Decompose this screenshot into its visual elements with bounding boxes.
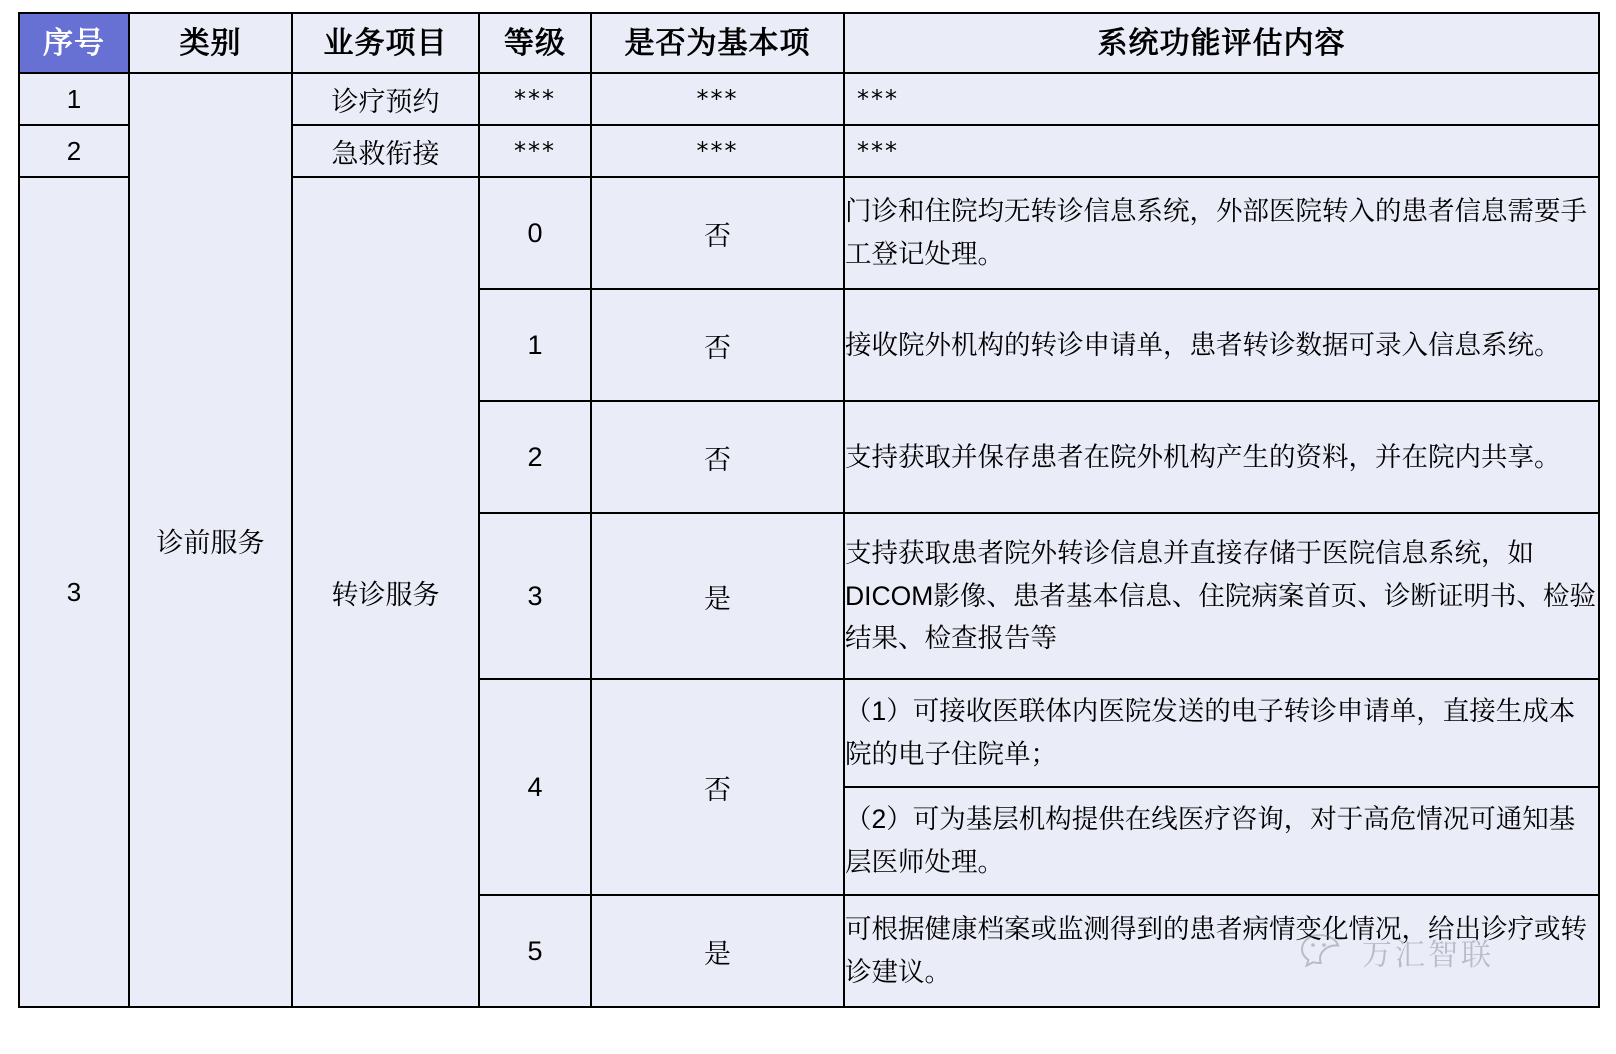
cell-basic-3-referral: 是 — [591, 513, 844, 679]
column-header-category: 类别 — [129, 13, 292, 73]
column-header-level: 等级 — [479, 13, 591, 73]
cell-desc-2-referral: 支持获取并保存患者在院外机构产生的资料，并在院内共享。 — [844, 401, 1599, 513]
cell-item-1: 诊疗预约 — [292, 73, 479, 125]
cell-item-referral-service: 转诊服务 — [292, 177, 479, 1007]
cell-desc-4-part1: （1）可接收医联体内医院发送的电子转诊申请单，直接生成本院的电子住院单； — [844, 679, 1599, 787]
cell-level-2-referral: 2 — [479, 401, 591, 513]
cell-level-0: 0 — [479, 177, 591, 289]
cell-level-1-referral: 1 — [479, 289, 591, 401]
cell-level-5-referral: 5 — [479, 895, 591, 1007]
cell-basic-1-referral: 否 — [591, 289, 844, 401]
watermark-label: 万汇智联 — [1362, 939, 1494, 972]
column-header-item: 业务项目 — [292, 13, 479, 73]
evaluation-table — [18, 12, 1600, 1008]
column-header-seq: 序号 — [19, 13, 129, 73]
table-header-row — [19, 13, 1599, 73]
cell-basic-1: *** — [591, 73, 844, 125]
cell-desc-0: 门诊和住院均无转诊信息系统，外部医院转入的患者信息需要手工登记处理。 — [844, 177, 1599, 289]
cell-desc-3-referral: 支持获取患者院外转诊信息并直接存储于医院信息系统，如DICOM影像、患者基本信息、住院病案首页、诊断证明书、检验结果、检查报告等 — [844, 513, 1599, 679]
cell-item-2: 急救衔接 — [292, 125, 479, 177]
cell-desc-2: *** — [844, 125, 1599, 177]
cell-basic-0: 否 — [591, 177, 844, 289]
cell-seq-3: 3 — [19, 177, 129, 1007]
cell-basic-4-referral: 否 — [591, 679, 844, 895]
table-row — [19, 73, 1599, 125]
column-header-content: 系统功能评估内容 — [844, 13, 1599, 73]
cell-level-4-referral: 4 — [479, 679, 591, 895]
cell-desc-4-part2: （2）可为基层机构提供在线医疗咨询，对于高危情况可通知基层医师处理。 — [844, 787, 1599, 895]
cell-level-1: *** — [479, 73, 591, 125]
cell-desc-1: *** — [844, 73, 1599, 125]
cell-category-pre-consultation: 诊前服务 — [129, 73, 292, 1007]
cell-level-3-referral: 3 — [479, 513, 591, 679]
cell-level-2: *** — [479, 125, 591, 177]
cell-seq-2: 2 — [19, 125, 129, 177]
cell-basic-2-referral: 否 — [591, 401, 844, 513]
cell-desc-1-referral: 接收院外机构的转诊申请单，患者转诊数据可录入信息系统。 — [844, 289, 1599, 401]
cell-desc-5-referral: 可根据健康档案或监测得到的患者病情变化情况，给出诊疗或转诊建议。 — [844, 895, 1599, 1007]
cell-basic-2: *** — [591, 125, 844, 177]
cell-basic-5-referral: 是 — [591, 895, 844, 1007]
column-header-basic: 是否为基本项 — [591, 13, 844, 73]
cell-seq-1: 1 — [19, 73, 129, 125]
